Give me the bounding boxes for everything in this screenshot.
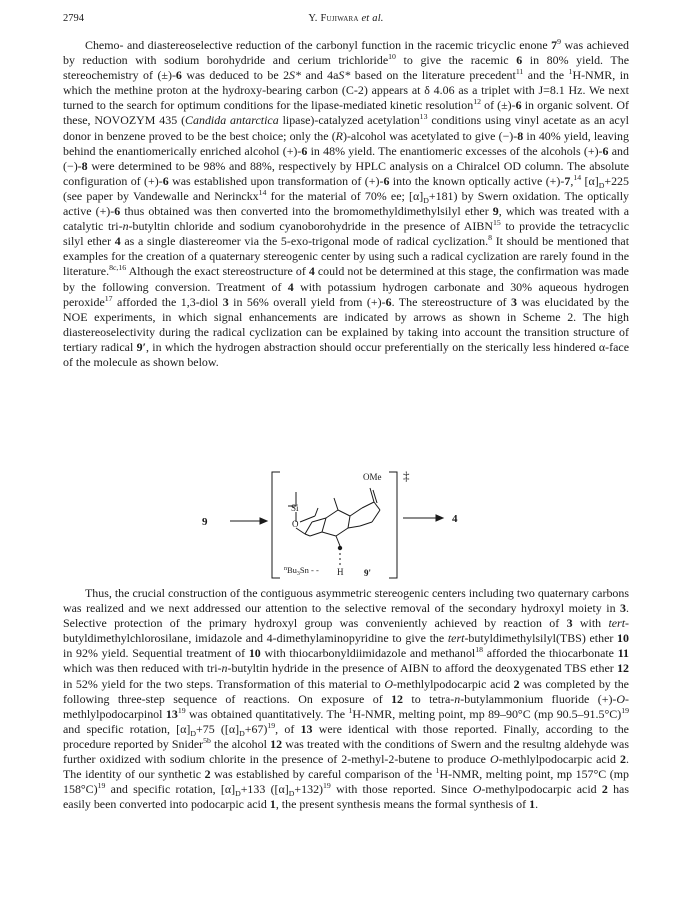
text-run: was obtained quantitatively. The: [185, 706, 349, 721]
compound-ref: 2: [204, 767, 211, 782]
text-run: with thiocarbonyldiimidazole and methanol: [260, 646, 476, 661]
compound-ref: 6: [385, 294, 392, 309]
text-run: . The identity of our synthetic: [63, 752, 629, 782]
text-run: based on the literature precedent: [350, 68, 516, 83]
text-run: It should be mentioned that examples for the creation of a quaternary stereogenic center by using such a radical cyclization are rarely found in the literature.: [63, 234, 630, 279]
citation: 19: [97, 781, 106, 791]
compound-ref: 6: [301, 143, 308, 158]
text-run: in 48% yield. The enantiomeric excesses of the alcohols (+)-: [307, 143, 603, 158]
right-bracket: [389, 472, 397, 578]
text-run: has easily been converted into podocarpic acid: [63, 782, 629, 812]
text-run: .: [535, 797, 539, 812]
reactant-label: 9: [202, 516, 208, 528]
text-run: to give the racemic: [395, 53, 517, 68]
text-run: H-NMR, in which the methine proton at the hydroxy-bearing carbon (C-2) appears at δ 4.06 as a triplet with J=8.1 Hz. We next turned to the search for optimum conditions for the lipase-mediated kinetic resolution: [63, 68, 629, 113]
compound-ref: 3: [222, 294, 229, 309]
compound-ref: 8: [517, 128, 524, 143]
text-run: and (−)-: [63, 143, 629, 173]
compound-ref: 13: [300, 721, 313, 736]
reaction-arrow-in-head: [260, 518, 267, 524]
running-head-authors: Y. Fujiwara: [308, 13, 359, 24]
citation: 19: [177, 705, 186, 715]
text-run: to tetra-: [403, 691, 455, 706]
text-run: +181) by Swern oxidation. The optically active (+)-: [63, 188, 629, 219]
citation: 12: [473, 97, 481, 107]
text-run: D: [288, 789, 295, 799]
text-run: , of: [275, 721, 301, 736]
text-run: , the present synthesis means the formal synthesis of: [275, 797, 530, 812]
hydrogen-label: H: [337, 567, 344, 577]
reaction-arrow-out-head: [436, 515, 443, 521]
text-run: -butyltin hydride in the presence of AIBN to afford the deoxygenated TBS ether: [227, 661, 618, 676]
compound-ref: 2: [620, 752, 627, 767]
text-run: 1: [348, 705, 353, 715]
methoxy-label: OMe: [363, 472, 382, 482]
citation: 5b: [203, 735, 211, 745]
text-run: Thus, the crucial construction of the contiguous asymmetric stereogenic centers including two quaternary carbons was realized and we next addressed our attention to the selective removal of the secondary hydroxyl moiety in: [63, 586, 629, 616]
text-run: in 92% yield. Sequential treatment of: [63, 646, 249, 661]
text-run: n: [454, 691, 461, 706]
citation: 8c,16: [109, 263, 127, 273]
paragraph-2: [63, 586, 629, 812]
text-run: for the material of 70% ee; [α]: [266, 188, 424, 203]
compound-ref: 6: [516, 53, 523, 68]
silicon-label: Si: [291, 503, 299, 513]
text-run: H-NMR, melting point, mp 157°C (mp 158°C): [63, 767, 629, 797]
text-run: was completed by the following three-step sequence of reactions. On exposure of: [63, 676, 629, 706]
text-run: O: [384, 676, 393, 691]
text-run: into the known optically active (+)-: [389, 173, 565, 188]
citation: 19: [267, 720, 276, 730]
text-run: and specific rotation, [α]: [105, 782, 236, 797]
citation: 14: [573, 172, 582, 182]
paragraph-1: [63, 38, 629, 370]
compound-ref: 6: [114, 204, 121, 219]
compound-ref: 6: [383, 173, 390, 188]
text-run: S*: [289, 68, 301, 83]
text-run: Although the exact stereostructure of: [126, 264, 309, 279]
text-run: +75 ([α]: [196, 721, 240, 736]
text-run: which was then reduced with tri-: [63, 661, 222, 676]
text-run: was elucidated by the NOE experiments, in which signal enhancements are indicated by arrows as shown in Scheme 2. The high diastereoselectivity during the radical cyclization can be explained by taking into account the transition structure of tertiary radical: [63, 294, 630, 354]
text-run: )-alcohol was acetylated to give (−)-: [342, 128, 518, 143]
citation: 9: [557, 37, 562, 46]
text-run: +225 (see paper by Vandewalle and Nerinckx: [63, 173, 629, 203]
citation: 13: [419, 112, 428, 122]
compound-ref: 9′: [136, 339, 146, 354]
text-run: ,: [570, 173, 574, 188]
text-run: in 80% yield. The stereochemistry of (±)-: [63, 53, 629, 83]
text-run: , which was treated with a catalytic tri-: [63, 204, 629, 234]
radical-dot: [338, 546, 342, 550]
text-run: D: [235, 789, 241, 799]
citation: 18: [475, 645, 484, 655]
compound-ref: 8: [81, 158, 88, 173]
text-run: afforded the thiocarbonate: [483, 646, 618, 661]
text-run: of (±)-: [480, 98, 516, 113]
text-run: thus obtained was then converted into the bromomethyldimethylsilyl ether: [120, 204, 493, 219]
text-run: O: [616, 691, 626, 706]
text-run: was treated with the conditions of Swern and the resultng aldehyde was further oxidized with sodium chlorite in the presence of 2-methyl-2-butene to produce: [63, 736, 629, 767]
citation: 19: [323, 781, 331, 791]
citation: 14: [258, 187, 267, 197]
text-run: 1: [568, 67, 573, 77]
text-run: conditions using vinyl acetate as an acyl donor in benzene proved to be the best choice; only the (: [63, 113, 629, 143]
text-run: S*: [338, 68, 351, 83]
text-run: in 56% overall yield from (+)-: [228, 294, 386, 309]
text-run: with: [572, 616, 609, 631]
transition-state-label: 9': [364, 568, 372, 578]
text-run: . The stereostructure of: [391, 294, 511, 309]
compound-ref: 13: [165, 706, 178, 721]
left-bracket: [272, 472, 280, 578]
text-run: and 4a: [300, 68, 339, 83]
text-run: , in which the hydrogen abstraction should occur preferentially on the sterically less hindered α-face of the molecule as shown below.: [63, 339, 629, 369]
text-run: in organic solvent. Of these, NOVOZYM 435 (: [63, 98, 629, 128]
text-run: +67): [244, 721, 268, 736]
compound-ref: 11: [617, 646, 629, 661]
scheme-drawing: [200, 466, 490, 584]
text-run: D: [598, 180, 605, 190]
text-run: in 40% yield, leaving behind the enantiomerically enriched alcohol (+)-: [63, 128, 629, 158]
compound-ref: 4: [308, 264, 315, 279]
text-run: lipase)-catalyzed acetylation: [278, 113, 420, 128]
text-run: -methlylpodocarpic acid: [498, 752, 621, 767]
text-run: was established by careful comparison of the: [210, 767, 436, 782]
text-run: as a single diastereomer via the 5-exo-trigonal mode of radical cyclization.: [120, 234, 489, 249]
compound-ref: 3: [566, 616, 573, 631]
compound-ref: 3: [511, 294, 517, 309]
text-run: D: [239, 728, 245, 738]
transition-state-scheme: [200, 466, 490, 584]
text-run: was achieved by reduction with sodium borohydride and cerium trichloride: [63, 38, 629, 68]
text-run: R: [335, 128, 343, 143]
text-run: were identical with those reported. Finally, according to the procedure reported by Snider: [63, 721, 629, 751]
citation: 10: [388, 52, 396, 62]
text-run: in 52% yield for the two steps. Transformation of this material to: [63, 676, 385, 691]
text-run: -butyldimethylchlorosilane, imidazole and 4-dimethylaminopyridine to give the: [63, 616, 629, 646]
text-run: and specific rotation, [α]: [63, 721, 191, 736]
text-run: +132): [294, 782, 324, 797]
compound-ref: 12: [270, 736, 283, 751]
text-run: to provide the tetracyclic silyl ether: [63, 219, 629, 249]
double-dagger-symbol: ‡: [403, 468, 410, 483]
text-run: the alcohol: [210, 736, 271, 751]
compound-ref: 2: [601, 782, 608, 797]
text-run: with potassium hydrogen carbonate and 30% aqueous hydrogen peroxide: [63, 279, 629, 309]
molecule-skeleton: [288, 488, 380, 546]
text-run: -butyldimethylsilyl(TBS) ether: [464, 631, 618, 646]
tin-hydride-label: $^nBu_3Sn$ - -: [284, 565, 319, 577]
citation: 11: [515, 67, 524, 77]
text-run: +133 ([α]: [240, 782, 289, 797]
running-head-etal: et al.: [361, 13, 384, 24]
compound-ref: 10: [248, 646, 261, 661]
page-header: [63, 13, 629, 29]
text-run: 1: [435, 766, 440, 776]
text-run: n: [221, 661, 228, 676]
compound-ref: 6: [515, 98, 522, 113]
compound-ref: 4: [114, 234, 121, 249]
oxygen-label: O: [292, 519, 299, 529]
compound-ref: 2: [513, 676, 520, 691]
text-run: -butyltin chloride and sodium cyanoborohydride in the presence of AIBN: [128, 219, 493, 234]
citation: 8: [488, 233, 493, 243]
compound-ref: 9: [492, 204, 499, 219]
text-run: -butylammonium fluoride (+)-: [460, 691, 617, 706]
text-run: afforded the 1,3-diol: [112, 294, 223, 309]
text-run: was deduced to be 2: [181, 68, 290, 83]
compound-ref: 3: [620, 601, 627, 616]
compound-ref: 7: [564, 173, 571, 188]
text-run: with those reported. Since: [330, 782, 473, 797]
text-run: tert: [608, 616, 626, 631]
text-run: were determined to be 98% and 88%, respectively by HPLC analysis on a Chiralcel OD column. The absolute configuration of (+)-: [63, 158, 629, 188]
running-head: [63, 13, 629, 24]
text-run: n: [122, 219, 129, 234]
compound-ref: 1: [269, 797, 276, 812]
compound-ref: 4: [287, 279, 294, 294]
compound-ref: 10: [617, 631, 629, 646]
compound-ref: 6: [175, 68, 182, 83]
text-run: D: [190, 728, 196, 738]
species-name: Candida antarctica: [185, 113, 279, 128]
compound-ref: 1: [529, 797, 536, 812]
compound-ref: 6: [162, 173, 169, 188]
text-run: H-NMR, melting point, mp 89–90°C (mp 90.5–91.5°C): [352, 706, 622, 721]
page-number: 2794: [63, 13, 84, 24]
text-run: could not be determined at this stage, the confirmation was made by the following conversion. Treatment of: [63, 264, 629, 294]
text-run: -methlylpodocarpinol: [63, 691, 629, 721]
compound-ref: 7: [551, 38, 558, 52]
text-run: D: [423, 195, 429, 205]
text-run: Chemo- and diastereoselective reduction of the carbonyl function in the racemic tricyclic enone: [85, 38, 552, 52]
compound-ref: 12: [391, 691, 404, 706]
citation: 17: [104, 293, 113, 303]
text-run: O: [489, 752, 499, 767]
citation: 19: [621, 705, 629, 715]
text-run: tert: [447, 631, 465, 646]
compound-ref: 12: [617, 661, 629, 676]
text-run: was established upon transformation of (+)-: [168, 173, 384, 188]
text-run: . Selective protection of the primary hydroxyl group was conveniently achieved by reaction of: [63, 601, 629, 631]
text-run: -methylpodocarpic acid: [481, 782, 602, 797]
citation: 15: [492, 218, 501, 228]
text-run: [α]: [581, 173, 599, 188]
compound-ref: 6: [602, 143, 609, 158]
product-label: 4: [452, 513, 458, 525]
text-run: and the: [523, 68, 569, 83]
text-run: -methlylpodocarpic acid: [392, 676, 514, 691]
text-run: O: [472, 782, 482, 797]
